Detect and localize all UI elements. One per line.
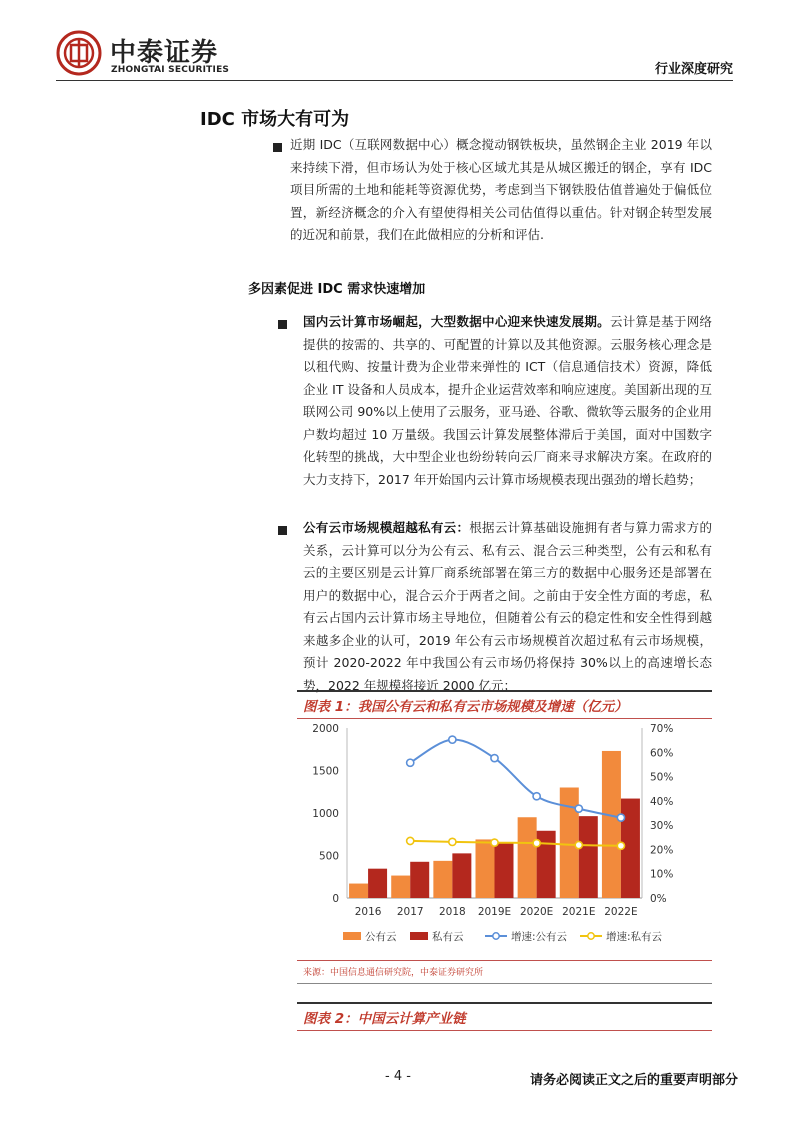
figure2-title: 图表 2：中国云计算产业链 [303,1011,466,1027]
right-axis-tick-label: 20% [650,844,674,857]
bar-private-cloud [579,816,598,898]
point-private-cloud-growth [617,842,624,849]
point-private-cloud-growth [533,840,540,847]
point-private-cloud-growth [449,838,456,845]
legend-marker [493,933,499,939]
point-public-cloud-growth [449,736,456,743]
point-public-cloud-growth [617,814,624,821]
paragraph-cloud-rise [303,311,712,491]
bar-private-cloud [452,853,471,898]
x-axis-tick-label: 2022E [604,906,638,918]
page-number: - 4 - [385,1069,411,1084]
right-axis-tick-label: 10% [650,868,674,881]
figure1-title-bar [297,690,712,719]
figure1-title: 图表 1：我国公有云和私有云市场规模及增速（亿元） [303,699,628,715]
intro-text: 近期 IDC（互联网数据中心）概念搅动钢铁板块，虽然钢企主业 2019 年以来持续下滑，但市场认为处于核心区域尤其是从城区搬迁的钢企，享有 IDC 项目所需的土地和能耗等资源优势，考虑到当下钢铁股估值普遍处于偏低位置，新经济概念的介入有望使得相关公司估值得以重估。针对钢企转型发展的近况和前景，我们在此做相应的分析和评估. [290,137,712,242]
bar-private-cloud [410,862,429,898]
x-axis-tick-label: 2020E [519,906,554,918]
right-axis-tick-label: 0% [650,893,667,905]
x-axis-tick-label: 2018 [438,906,466,918]
x-axis-tick-label: 2021E [562,906,596,918]
figure2-title-bar [297,1002,712,1031]
company-logo [56,28,236,80]
bar-private-cloud [495,843,514,898]
paragraph-public-cloud [303,517,712,697]
bar-public-cloud [391,876,410,898]
bullet-icon [278,320,287,329]
logo-chinese-name: 中泰证券 [110,38,219,68]
logo-mark-icon [56,30,102,76]
x-axis-tick-label: 2019E [477,906,512,918]
line-public-cloud-growth [410,740,621,818]
right-axis-tick-label: 40% [650,795,674,808]
figure1-source: 来源：中国信息通信研究院，中泰证券研究所 [303,968,484,978]
legend-swatch [343,932,361,940]
bar-public-cloud [602,751,621,898]
paragraph-lead: 公有云市场规模超越私有云： [303,520,470,535]
subsection-title: 多因素促进 IDC 需求快速增加 [248,282,426,297]
bar-public-cloud [349,884,368,898]
point-public-cloud-growth [407,759,414,766]
bullet-icon [273,143,282,152]
legend-label: 增速:公有云 [511,931,568,943]
left-axis-tick-label: 1500 [312,765,339,778]
legend-marker [588,933,594,939]
paragraph-body: 云计算是基于网络提供的按需的、共享的、可配置的计算以及其他资源。云服务核心理念是以租代购、按量计费为企业带来弹性的 ICT（信息通信技术）资源，降低企业 IT 设备和人员成本，提升企业运营效率和响应速度。美国新出现的互联网公司 90%以上使用了云服务，亚马逊、谷歌、微软等云服务的企业用户数均超过 10 万量级。我国云计算发展整体滞后于美国，面对中国数字化转型的挑战，大中型企业也纷纷转向云厂商来寻求解决方案。在政府的大力支持下，2017 年开始国内云计算市场规模表现出强劲的增长趋势； [303,314,712,487]
logo-english-name: ZHONGTAI SECURITIES [111,65,230,75]
legend-label: 私有云 [432,931,464,943]
cloud-market-chart [297,716,712,960]
legend-swatch [410,932,428,940]
bar-public-cloud [476,839,495,898]
section-title: IDC 市场大有可为 [200,109,350,130]
bar-private-cloud [368,869,387,898]
left-axis-tick-label: 2000 [312,723,339,735]
right-axis-tick-label: 70% [650,723,674,735]
point-public-cloud-growth [533,793,540,800]
point-private-cloud-growth [491,839,498,846]
paragraph-body: 根据云计算基础设施拥有者与算力需求方的关系，云计算可以分为公有云、私有云、混合云三种类型，公有云和私有云的主要区别是云计算厂商系统部署在第三方的数据中心服务还是部署在用户的数据中心，混合云介于两者之间。之前由于安全性方面的考虑，私有云占国内云计算市场主导地位，但随着公有云的稳定性和安全性得到越来越多企业的认可，2019 年公有云市场规模首次超过私有云市场规模，预计 2020-2022 年中我国公有云市场仍将保持 30%以上的高速增长态势，2022 年规模将接近 2000 亿元； [303,520,712,693]
x-axis-tick-label: 2016 [354,906,382,918]
legend-label: 公有云 [365,931,397,943]
point-private-cloud-growth [575,841,582,848]
left-axis-tick-label: 1000 [312,808,339,820]
left-axis-tick-label: 500 [318,850,339,863]
intro-paragraph [290,134,712,247]
right-axis-tick-label: 50% [650,771,674,784]
left-axis-tick-label: 0 [332,893,339,905]
legend-label: 增速:私有云 [606,931,663,943]
point-public-cloud-growth [491,755,498,762]
right-axis-tick-label: 30% [650,820,674,833]
paragraph-lead: 国内云计算市场崛起，大型数据中心迎来快速发展期。 [303,314,610,329]
point-private-cloud-growth [407,837,414,844]
bar-public-cloud [518,817,537,898]
report-type-label: 行业深度研究 [654,62,733,77]
header-divider [56,80,733,81]
footer-disclaimer: 请务必阅读正文之后的重要声明部分 [529,1073,738,1088]
bullet-icon [278,526,287,535]
point-public-cloud-growth [575,805,582,812]
right-axis-tick-label: 60% [650,747,674,760]
x-axis-tick-label: 2017 [396,906,424,918]
bar-public-cloud [433,861,452,898]
figure1-source-box [297,960,712,984]
